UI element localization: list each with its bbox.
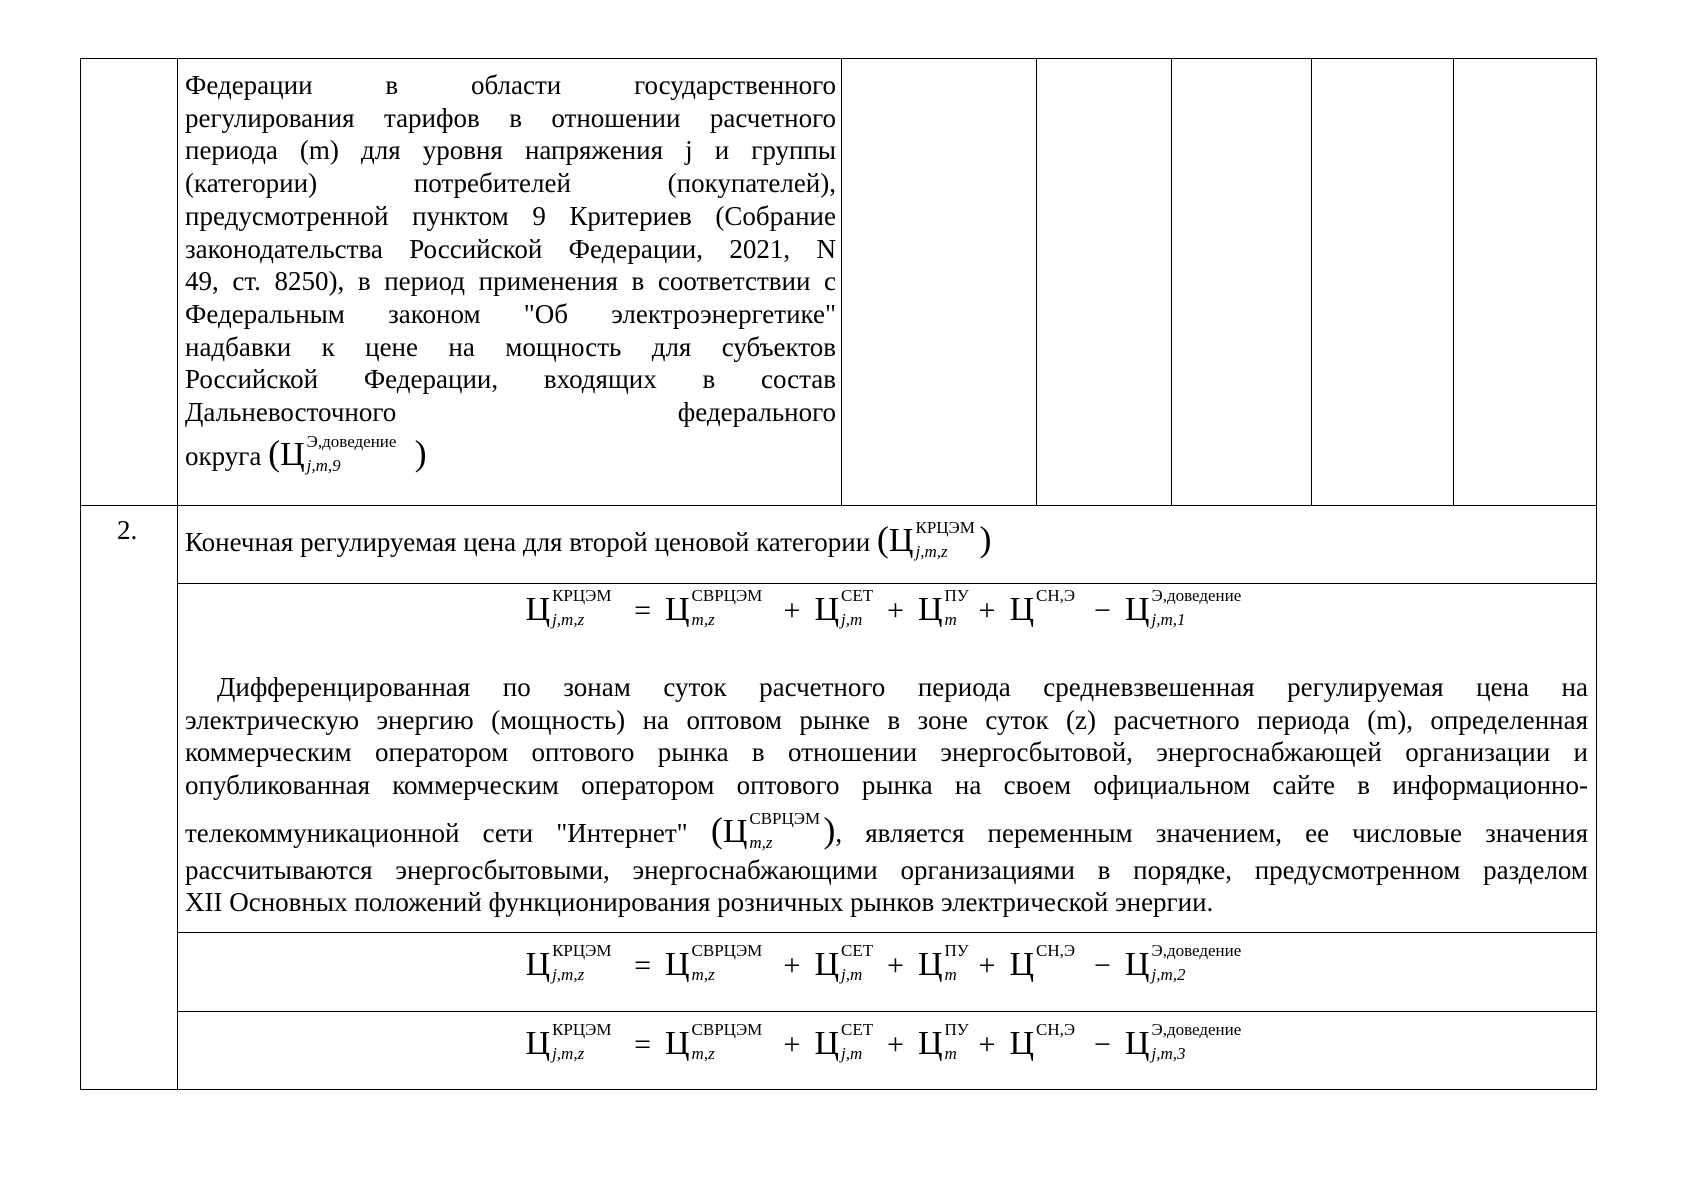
formula-base: Ц: [722, 812, 748, 850]
formula-base: Ц: [664, 946, 690, 983]
formula-operator: =: [634, 1028, 651, 1061]
formula-row-3: [177, 1020, 1598, 1063]
formula-sup: Э,доведение: [306, 431, 397, 451]
formula-sup: СВРЦЭМ: [691, 1020, 763, 1039]
formula-sup: ПУ: [944, 586, 969, 605]
formula-sup: СВРЦЭМ: [749, 808, 821, 828]
row1-line: Дальневосточного федерального: [185, 397, 836, 428]
col-divider-3: [1171, 59, 1172, 505]
formula-sup: Э,доведение: [1151, 1020, 1242, 1039]
paragraph-line: XII Основных положений функционирования розничных рынков электрической энергии.: [185, 887, 1214, 918]
formula-base: Ц: [1124, 591, 1150, 628]
row1-line: регулирования тарифов в отношении расчетного: [185, 102, 836, 133]
formula-sub: j,m: [841, 965, 863, 984]
formula-base: Ц: [1009, 591, 1034, 628]
formula-sup: Э,доведение: [1151, 941, 1242, 960]
row1-line: периода (m) для уровня напряжения j и группы: [185, 135, 836, 166]
row1-line: Федерации в области государственного: [185, 70, 836, 100]
formula-term: [664, 1020, 763, 1063]
row-divider-4: [177, 1011, 1596, 1012]
formula-sup: КРЦЭМ: [552, 941, 612, 960]
formula-operator: +: [887, 1028, 904, 1061]
formula-operator: +: [887, 594, 904, 627]
formula-sub: m: [944, 610, 957, 629]
formula-sub: m,z: [749, 832, 773, 852]
formula-term: [888, 518, 975, 561]
formula-term: [664, 941, 763, 984]
formula-sup: КРЦЭМ: [552, 1020, 612, 1039]
row1-line: Федеральным законом "Об электроэнергетике": [185, 298, 836, 329]
row1-line: 49, ст. 8250), в период применения в соответствии с: [185, 266, 836, 297]
paren-right: ): [979, 519, 992, 559]
formula-base: Ц: [664, 591, 690, 628]
col-divider-2: [1036, 59, 1037, 505]
formula-term: [1009, 586, 1076, 628]
row1-last-text: округа: [185, 440, 262, 471]
paragraph-line: электрическую энергию (мощность) на оптовом рынке в зоне суток (z) расчетного периода (m), определенная: [185, 704, 1588, 735]
formula-sup: ПУ: [944, 1020, 969, 1039]
row1-line: законодательства Российской Федерации, 2021, N: [185, 233, 836, 264]
formula-sub: j,m,3: [1151, 1044, 1186, 1063]
formula-operator: +: [887, 949, 904, 982]
formula-operator: +: [978, 949, 996, 982]
formula-operator: +: [783, 1028, 801, 1061]
formula-term: [525, 586, 612, 629]
formula-sub: j,m,1: [1151, 610, 1186, 629]
formula-operator: +: [978, 1028, 996, 1061]
formula-sup: ПУ: [944, 941, 969, 960]
formula-term: [814, 941, 874, 984]
formula-term: [1009, 941, 1076, 983]
formula-operator: −: [1094, 949, 1111, 982]
paragraph-line: коммерческим оператором оптового рынка в отношении энергосбытовой, энергоснабжающей организации и: [185, 737, 1588, 768]
formula-sup: СЕТ: [841, 941, 874, 960]
formula-term: [525, 1020, 612, 1063]
formula-term: [917, 1020, 969, 1063]
formula-sup: КРЦЭМ: [915, 518, 975, 537]
formula-base: Ц: [814, 591, 840, 628]
row1-line: надбавки к цене на мощность для субъектов: [185, 331, 836, 362]
paragraph-line-formula: телекоммуникационной сети "Интернет" (Ц СВРЦЭМ m,z ), является переменным значением, ее числовые значения: [185, 808, 1589, 852]
formula-base: Ц: [664, 1025, 690, 1062]
paragraph-line: Дифференцированная по зонам суток расчетного периода средневзвешенная регулируемая цена на: [217, 672, 1588, 702]
formula-sup: СН,Э: [1036, 1020, 1076, 1039]
formula-base: Ц: [888, 522, 914, 559]
formula-sub: j,m,z: [552, 1044, 585, 1063]
formula-term: [664, 586, 763, 629]
formula-base: Ц: [1009, 1025, 1034, 1062]
row-number: 2.: [117, 515, 138, 545]
formula-sup: СВРЦЭМ: [691, 586, 763, 605]
formula-term: [280, 431, 397, 475]
formula-base: Ц: [814, 1025, 840, 1062]
paren-right: ): [414, 432, 427, 473]
row2-title-text: Конечная регулируемая цена для второй ценовой категории: [185, 527, 871, 557]
formula-operator: +: [978, 594, 996, 627]
formula-base: Ц: [917, 1025, 943, 1062]
formula-term: [1124, 1020, 1242, 1063]
row1-text: [185, 69, 836, 475]
formula-sup: СН,Э: [1036, 586, 1076, 605]
paragraph-line: опубликованная коммерческим оператором оптового рынка на своем официальном сайте в информационно-: [185, 770, 1588, 801]
formula-sub: j,m,2: [1151, 965, 1186, 984]
formula-sub: m: [944, 1044, 957, 1063]
formula-base: Ц: [1009, 946, 1034, 983]
row1-line: предусмотренной пунктом 9 Критериев (Собрание: [185, 200, 836, 231]
formula-sub: m,z: [691, 965, 715, 984]
formula-sub: j,m,z: [552, 610, 585, 629]
formula-operator: =: [634, 949, 651, 982]
formula-sub: m,z: [691, 1044, 715, 1063]
formula-term: [917, 586, 969, 629]
formula-term: [525, 941, 612, 984]
col-divider-5: [1453, 59, 1454, 505]
formula-base: Ц: [917, 946, 943, 983]
formula-sub: m: [944, 965, 957, 984]
formula-term: [814, 1020, 874, 1063]
formula-sub: j,m: [841, 1044, 863, 1063]
row1-line: Российской Федерации, входящих в состав: [185, 364, 836, 395]
row2-title: [185, 518, 1185, 561]
formula-term: [814, 586, 874, 629]
formula-base: Ц: [525, 1025, 551, 1062]
formula-paren: ): [823, 809, 836, 850]
col-divider-number: [177, 59, 178, 1089]
col-divider-4: [1311, 59, 1312, 505]
paren-left: (: [268, 432, 281, 473]
formula-sub: m,z: [691, 610, 715, 629]
formula-base: Ц: [525, 946, 551, 983]
formula-sup: СН,Э: [1036, 941, 1076, 960]
formula-operator: −: [1094, 594, 1111, 627]
formula-operator: =: [634, 594, 651, 627]
row-divider-3: [177, 932, 1596, 933]
formula-base: Ц: [280, 435, 305, 473]
paren-left: (: [876, 519, 889, 559]
row-divider-2: [177, 583, 1596, 584]
formula-sup: КРЦЭМ: [552, 586, 612, 605]
formula-base: Ц: [814, 946, 840, 983]
formula-paren: (: [710, 809, 723, 850]
formula-sup: СЕТ: [841, 586, 874, 605]
formula-sup: СВРЦЭМ: [691, 941, 763, 960]
formula-sup: СЕТ: [841, 1020, 874, 1039]
formula-base: Ц: [1124, 1025, 1150, 1062]
row1-line: (категории) потребителей (покупателей),: [185, 168, 836, 199]
formula-operator: +: [783, 594, 801, 627]
col-divider-1: [841, 59, 842, 505]
row1-last-line: [185, 431, 836, 475]
formula-base: Ц: [525, 591, 551, 628]
formula-base: Ц: [1124, 946, 1150, 983]
formula-sub: j,m,z: [552, 965, 585, 984]
formula-operator: +: [783, 949, 801, 982]
price-table: [80, 58, 1597, 1090]
paragraph-line: рассчитываются энергосбытовыми, энергоснабжающими организациями в порядке, предусмотренном разделом: [185, 854, 1588, 885]
formula-term: [1009, 1020, 1076, 1062]
formula-base: Ц: [917, 591, 943, 628]
row-divider-1: [81, 505, 1596, 506]
formula-row-2: [177, 941, 1598, 984]
formula-sup: Э,доведение: [1151, 586, 1242, 605]
formula-sub: j,m: [841, 610, 863, 629]
formula-operator: −: [1094, 1028, 1111, 1061]
formula-sub: j,m,z: [915, 542, 948, 561]
formula-row-1: [177, 586, 1598, 629]
row2-paragraph: [185, 671, 1588, 919]
formula-term: [722, 808, 821, 852]
formula-term: [1124, 586, 1242, 629]
formula-sub: j,m,9: [306, 455, 341, 475]
formula-term: [1124, 941, 1242, 984]
formula-term: [917, 941, 969, 984]
